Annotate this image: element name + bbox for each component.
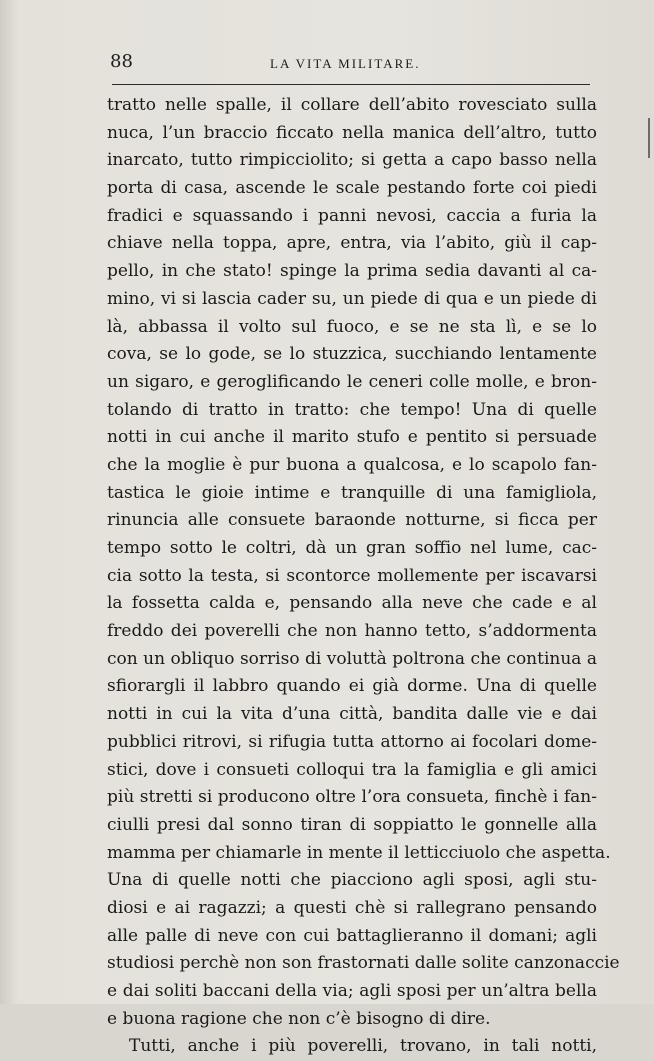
text-line: e buona ragione che non c’è bisogno di dire. [107, 1008, 491, 1029]
text-line: fradici e squassando i panni nevosi, caccia a furia la [107, 205, 597, 226]
text-line: tempo sotto le coltri, dà un gran soffio nel lume, cac- [107, 538, 597, 558]
text-line: notti in cui anche il marito stufo e pentito si persuade [107, 427, 597, 448]
text-line: più stretti si producono oltre l’ora consueta, finchè i fan- [107, 787, 597, 808]
text-line: diosi e ai ragazzi; a questi chè si rallegrano pensando [107, 897, 597, 918]
text-line: mamma per chiamarle in mente il letticciuolo che aspetta. [107, 842, 611, 863]
text-line: porta di casa, ascende le scale pestando forte coi piedi [107, 178, 597, 199]
text-line: pubblici ritrovi, si rifugia tutta attorno ai focolari dome- [107, 731, 597, 752]
page-number: 88 [110, 51, 133, 72]
text-line: tastica le gioie intime e tranquille di una famigliola, [107, 482, 597, 503]
text-line: e dai soliti baccani della via; agli sposi per un’altra bella [107, 981, 597, 1001]
body-text [107, 92, 620, 1061]
text-line: un sigaro, e geroglificando le ceneri colle molle, e bron- [107, 371, 597, 392]
running-title: LA VITA MILITARE. [270, 56, 421, 71]
text-line: là, abbassa il volto sul fuoco, e se ne sta lì, e se lo [107, 316, 597, 337]
text-line: freddo dei poverelli che non hanno tetto, s’addormenta [107, 621, 597, 642]
text-line: mino, vi si lascia cader su, un piede di qua e un piede di [107, 288, 597, 309]
text-line: cova, se lo gode, se lo stuzzica, succhiando lentamente [107, 344, 597, 365]
text-line: ciulli presi dal sonno tiran di soppiatto le gonnelle alla [107, 814, 597, 835]
text-line: tratto nelle spalle, il collare dell’abito rovesciato sulla [107, 95, 597, 115]
text-line: nuca, l’un braccio ficcato nella manica dell’altro, tutto [107, 122, 597, 143]
text-line: notti in cui la vita d’una città, bandita dalle vie e dai [107, 704, 597, 725]
text-line: con un obliquo sorriso di voluttà poltrona che continua a [107, 648, 597, 669]
text-line: che la moglie è pur buona a qualcosa, e lo scapolo fan- [107, 454, 597, 475]
text-line: la fossetta calda e, pensando alla neve che cade e al [107, 593, 597, 614]
text-line: chiave nella toppa, apre, entra, via l’abito, giù il cap- [107, 233, 597, 254]
text-line: tolando di tratto in tratto: che tempo! Una di quelle [107, 399, 597, 420]
text-line: stici, dove i consueti colloqui tra la famiglia e gli amici [107, 759, 597, 780]
page-header [0, 46, 654, 76]
text-line: Una di quelle notti che piacciono agli sposi, agli stu- [107, 870, 597, 891]
text-line: studiosi perchè non son frastornati dalle solite canzonaccie [107, 953, 620, 974]
text-line: Tutti, anche i più poverelli, trovano, in tali notti, [129, 1036, 597, 1057]
text-line: inarcato, tutto rimpicciolito; si getta a capo basso nella [107, 150, 597, 171]
page-edge-mark [648, 118, 650, 158]
text-line: alle palle di neve con cui battaglieranno il domani; agli [107, 925, 597, 946]
text-line: sfiorargli il labbro quando ei già dorme. Una di quelle [107, 676, 597, 697]
text-line: rinuncia alle consuete baraonde notturne, si ficca per [107, 510, 597, 531]
text-line: pello, in che stato! spinge la prima sedia davanti al ca- [107, 261, 597, 282]
header-rule [112, 84, 590, 85]
text-line: cia sotto la testa, si scontorce mollemente per iscavarsi [107, 565, 597, 586]
